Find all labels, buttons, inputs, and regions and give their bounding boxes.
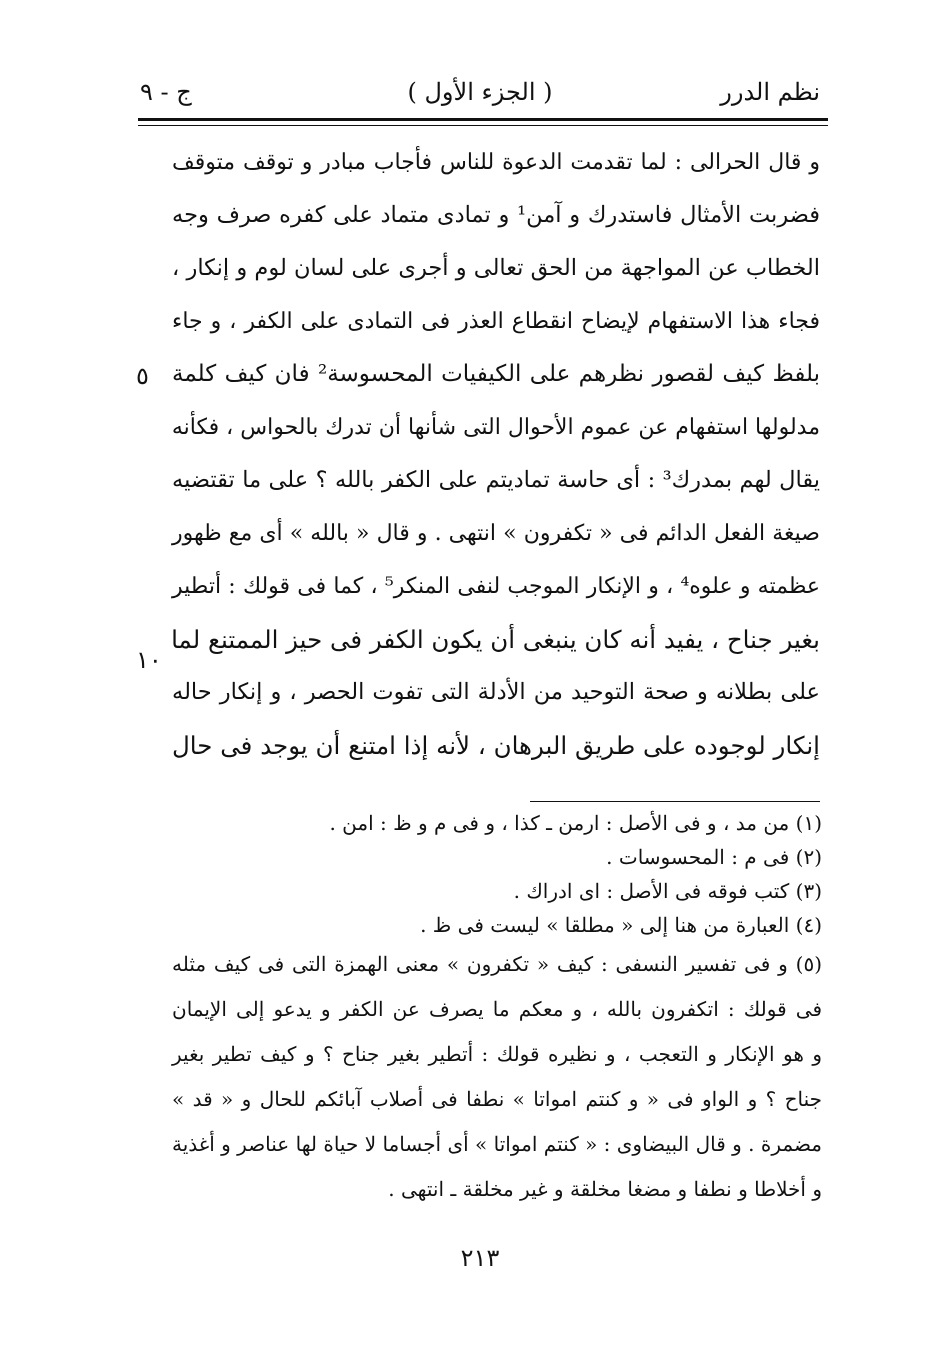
main-text (172, 136, 820, 772)
footnote-5-line: و أخلاطا و نطفا و مضغا مخلقة و غير مخلقة ـ انتهى . (388, 1177, 822, 1201)
text-line: صيغة الفعل الدائم فى « تكفرون » انتهى . و قال « بالله » أى مع ظهور (172, 521, 820, 546)
footnote-3: (٣) كتب فوقه فى الأصل : اى ادراك . (513, 879, 822, 903)
text-line: على بطلانه و صحة التوحيد من الأدلة التى تفوت الحصر ، و إنكار حاله (172, 679, 820, 705)
footnote-rule (530, 801, 820, 802)
footnote-5-line: فى قولك : اتكفرون بالله ، و معكم ما يصرف عن الكفر و يدعو إلى الإيمان (172, 997, 822, 1021)
text-line: عظمته و علوه⁴ ، و الإنكار الموجب لنفى المنكر⁵ ، كما فى قولك : أتطير (172, 574, 821, 599)
page-number: ٢١٣ (460, 1244, 500, 1272)
text-line: بغير جناح ، يفيد أنه كان ينبغى أن يكون الكفر فى حيز الممتنع لما (171, 625, 820, 654)
text-line: فضربت الأمثال فاستدرك و آمن¹ و تمادى متماد على كفره صرف وجه (172, 202, 820, 228)
text-line: مدلولها استفهام عن عموم الأحوال التى شأنها أن تدرك بالحواس ، فكأنه (171, 415, 820, 440)
margin-line-number-10: ١٠ (136, 646, 162, 674)
text-line: الخطاب عن المواجهة من الحق تعالى و أجرى على لسان لوم و إنكار ، (172, 255, 820, 281)
footnote-5-line: (٥) و فى تفسير النسفى : كيف « تكفرون » معنى الهمزة التى فى كيف مثله (172, 952, 822, 976)
running-header (140, 72, 820, 112)
text-line: بلفظ كيف لقصور نظرهم على الكيفيات المحسوسة² فان كيف كلمة (172, 361, 820, 387)
footnote-4: (٤) العبارة من هنا إلى « مطلقا » ليست فى ظ . (420, 913, 822, 937)
footnote-1: (١) من مد ، و فى الأصل : ارمن ـ كذا ، و فى م و ظ : امن . (329, 811, 822, 835)
header-part-label: ( الجزء الأول ) (407, 78, 553, 106)
margin-line-number-5: ٥ (136, 362, 149, 390)
text-line: يقال لهم بمدرك³ : أى حاسة تماديتم على الكفر بالله ؟ على ما تقتضيه (172, 467, 820, 493)
header-rule-thin (138, 125, 828, 126)
header-rule-thick (138, 118, 828, 121)
footnotes (172, 806, 822, 1212)
text-line: و قال الحرالى : لما تقدمت الدعوة للناس فأجاب مبادر و توقف متوقف (172, 150, 820, 175)
footnote-2: (٢) فى م : المحسوسات . (606, 845, 822, 869)
text-line: فجاء هذا الاستفهام لإيضاح انقطاع العذر فى التمادى على الكفر ، و جاء (172, 309, 820, 334)
text-line: إنكار لوجوده على طريق البرهان ، لأنه إذا امتنع أن يوجد فى حال (172, 731, 820, 760)
header-volume-label: ج - ٩ (140, 78, 192, 106)
footnote-5-line: و هو الإنكار و التعجب ، و نظيره قولك : أتطير بغير جناح ؟ و كيف تطير بغير (172, 1042, 822, 1066)
footnote-5-line: جناح ؟ و الواو فى « و كنتم امواتا » نطفا فى أصلاب آبائكم للحال و « قد » (172, 1087, 822, 1111)
footnote-5-line: مضمرة . و قال البيضاوى : « كنتم امواتا » أى أجساما لا حياة لها عناصر و أغذية (171, 1132, 822, 1156)
header-book-title: نظم الدرر (720, 78, 820, 106)
